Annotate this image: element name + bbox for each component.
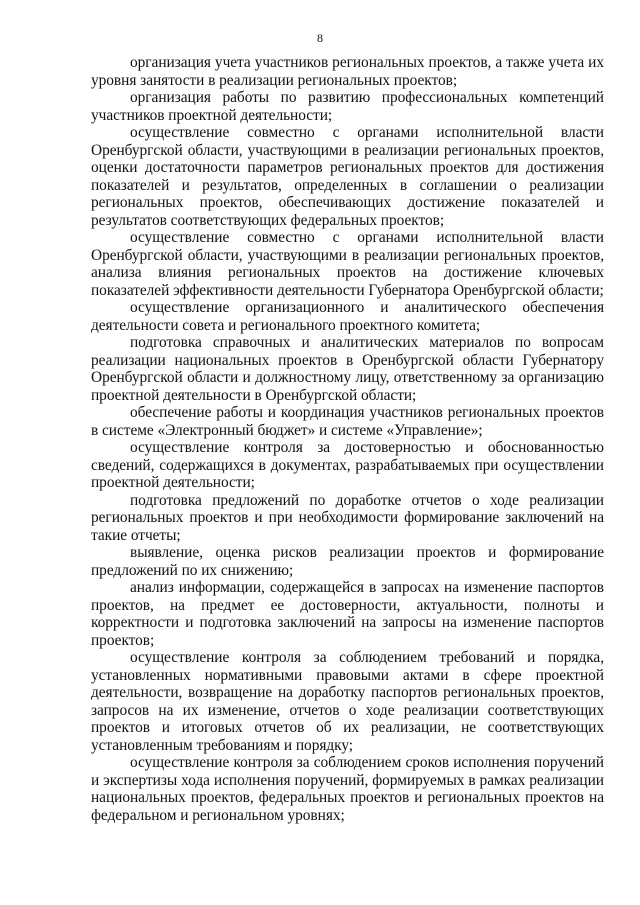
paragraph: осуществление контроля за соблюдением требований и порядка, установленных нормативными правовыми актами в сфере проектной деятельности, возвращение на доработку паспортов региональных проектов, запросов на их изменение, отчетов о ходе реализации соответствующих проектов и итоговых отчетов об их реализации, не соответствующих установленным требованиям и порядку; xyxy=(91,649,604,754)
paragraph: осуществление организационного и аналитического обеспечения деятельности совета и регионального проектного комитета; xyxy=(91,299,604,334)
paragraph: организация работы по развитию профессиональных компетенций участников проектной деятельности; xyxy=(91,89,604,124)
document-body xyxy=(91,54,604,824)
page-number: 8 xyxy=(317,31,323,45)
paragraph: анализ информации, содержащейся в запросах на изменение паспортов проектов, на предмет ее достоверности, актуальности, полноты и корректности и подготовка заключений на запросы на изменение паспортов проектов; xyxy=(91,579,604,649)
paragraph: выявление, оценка рисков реализации проектов и формирование предложений по их снижению; xyxy=(91,544,604,579)
paragraph: подготовка предложений по доработке отчетов о ходе реализации региональных проектов и при необходимости формирование заключений на такие отчеты; xyxy=(91,491,604,544)
paragraph: организация учета участников региональных проектов, а также учета их уровня занятости в реализации региональных проектов; xyxy=(91,54,604,89)
paragraph: осуществление контроля за соблюдением сроков исполнения поручений и экспертизы хода исполнения поручений, формируемых в рамках реализации национальных проектов, федеральных проектов и региональных проектов на федеральном и региональном уровнях; xyxy=(91,754,604,824)
paragraph: осуществление контроля за достоверностью и обоснованностью сведений, содержащихся в документах, разрабатываемых при осуществлении проектной деятельности; xyxy=(91,439,604,491)
paragraph: обеспечение работы и координация участников региональных проектов в системе «Электронный бюджет» и системе «Управление»; xyxy=(91,404,604,439)
paragraph: осуществление совместно с органами исполнительной власти Оренбургской области, участвующими в реализации региональных проектов, анализа влияния региональных проектов на достижение ключевых показателей эффективности деятельности Губернатора Оренбургской области; xyxy=(91,229,604,299)
paragraph: осуществление совместно с органами исполнительной власти Оренбургской области, участвующими в реализации региональных проектов, оценки достаточности параметров региональных проектов для достижения показателей и результатов, определенных в соглашении о реализации региональных проектов, обеспечивающих достижение показателей и результатов соответствующих федеральных проектов; xyxy=(91,124,604,229)
paragraph: подготовка справочных и аналитических материалов по вопросам реализации национальных проектов в Оренбургской области Губернатору Оренбургской области и должностному лицу, ответственному за организацию проектной деятельности в Оренбургской области; xyxy=(91,334,604,404)
